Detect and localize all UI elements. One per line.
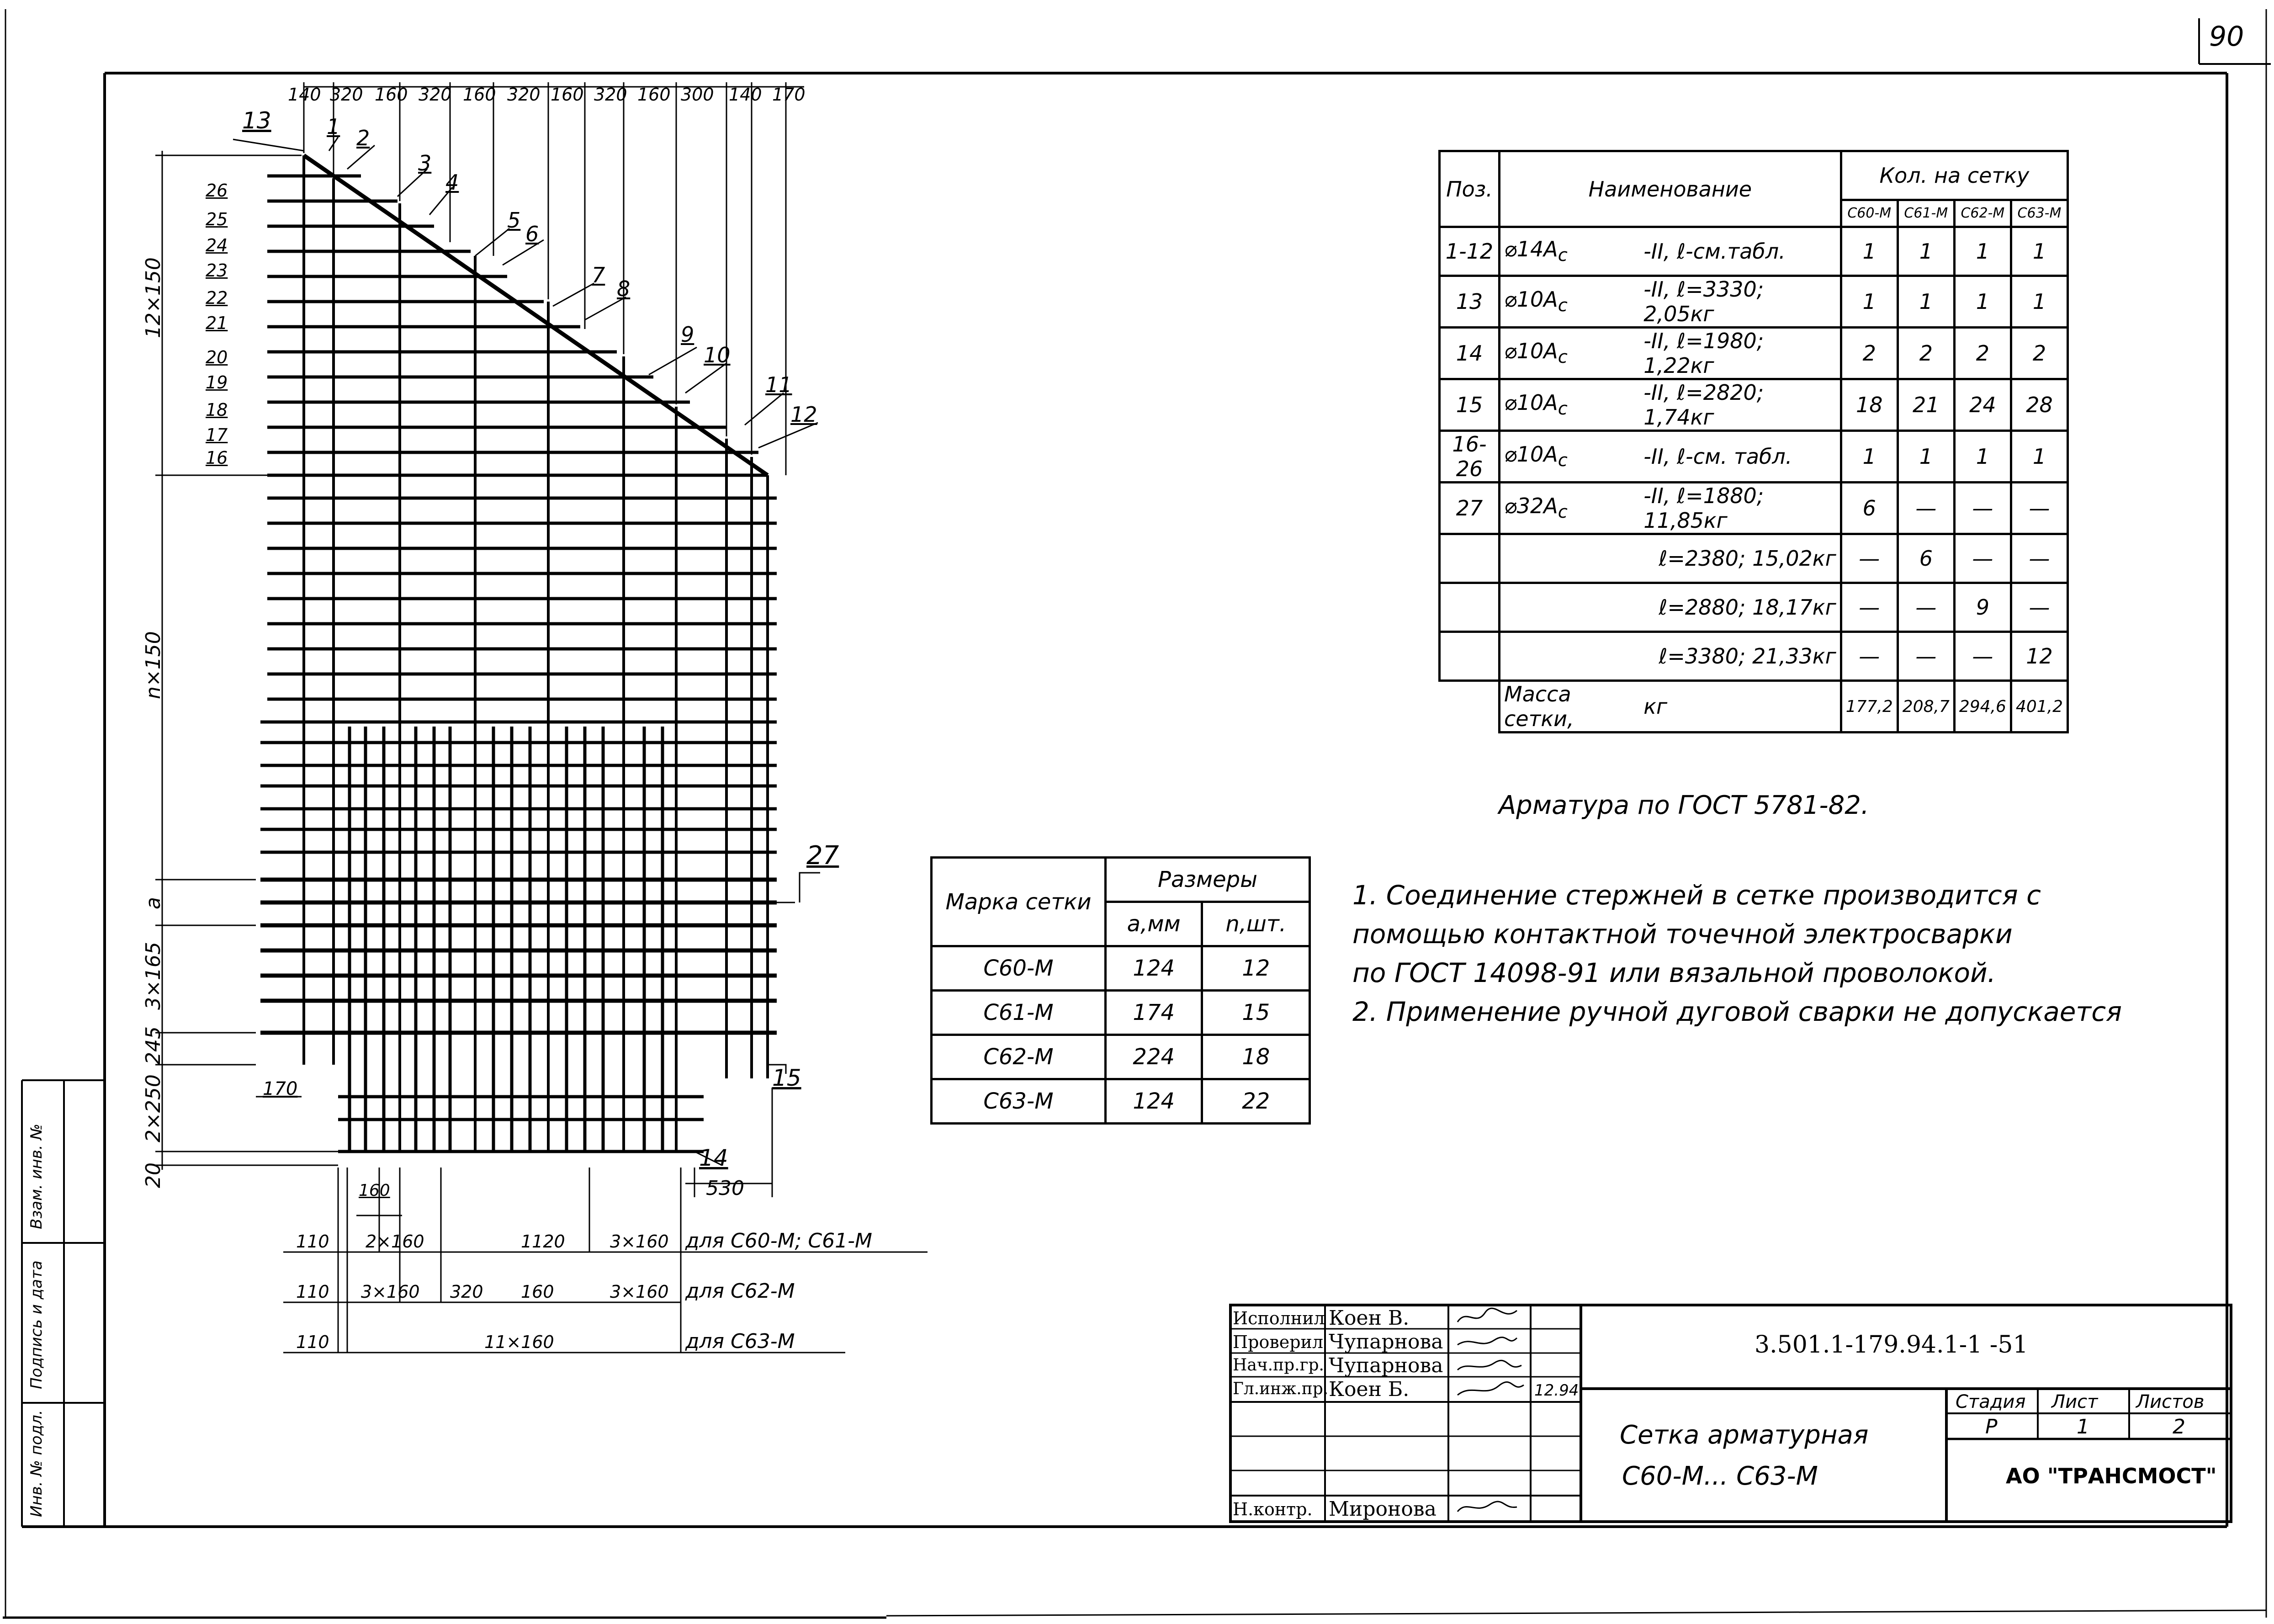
signer-date: 12.94 bbox=[1534, 1381, 1579, 1400]
spec-name bbox=[1500, 534, 1640, 583]
position-15: 15 bbox=[772, 1065, 801, 1091]
spec-name: ⌀32А bbox=[1504, 494, 1558, 519]
spec-pos: 13 bbox=[1440, 276, 1500, 328]
signer-role: Нач.пр.гр. bbox=[1233, 1356, 1324, 1375]
spec-header-pos: Поз. bbox=[1440, 151, 1500, 227]
marks-row bbox=[932, 1079, 1310, 1124]
spec-qty: — bbox=[1841, 534, 1898, 583]
spec-qty: 28 bbox=[2011, 379, 2067, 431]
spec-pos: 15 bbox=[1440, 379, 1500, 431]
position-label: 2 bbox=[356, 126, 370, 150]
title-line-1: Сетка арматурная bbox=[1620, 1420, 1869, 1450]
note-line: по ГОСТ 14098-91 или вязальной проволокой. bbox=[1352, 957, 1996, 988]
dim-bottom: 110 bbox=[296, 1332, 329, 1352]
marks-n: 15 bbox=[1202, 991, 1310, 1035]
marks-a: 124 bbox=[1106, 1079, 1202, 1124]
dim-bottom: 3×160 bbox=[610, 1231, 669, 1252]
spec-subscript: с bbox=[1558, 245, 1568, 266]
spec-row bbox=[1440, 431, 2068, 483]
gost-caption: Арматура по ГОСТ 5781-82. bbox=[1499, 791, 1869, 820]
spec-qty: 9 bbox=[1954, 583, 2011, 632]
dim-top: 320 bbox=[419, 85, 452, 105]
spec-name: ⌀10А bbox=[1504, 390, 1558, 415]
dim-top: 160 bbox=[637, 85, 671, 105]
spec-qty: — bbox=[2011, 483, 2067, 534]
spec-name: ⌀14А bbox=[1504, 237, 1558, 262]
position-label: 26 bbox=[206, 180, 228, 201]
spec-subheader: С62-М bbox=[1954, 200, 2011, 227]
spec-name-rest: -II, ℓ=2820; 1,74кг bbox=[1640, 379, 1841, 431]
spec-qty: — bbox=[1954, 483, 2011, 534]
spec-qty: — bbox=[1954, 534, 2011, 583]
spec-subscript: с bbox=[1558, 347, 1568, 368]
spec-mass: 208,7 bbox=[1898, 681, 1954, 732]
spec-qty: 1 bbox=[2011, 276, 2067, 328]
signer-name: Миронова bbox=[1329, 1497, 1436, 1521]
marks-a: 124 bbox=[1106, 946, 1202, 991]
position-label: 7 bbox=[592, 263, 605, 287]
sheets-label: Листов bbox=[2136, 1391, 2205, 1412]
stamp-label-sign: Подпись и дата bbox=[27, 1260, 46, 1389]
spec-row bbox=[1440, 632, 2068, 681]
spec-qty: 1 bbox=[1841, 227, 1898, 276]
spec-pos bbox=[1440, 534, 1500, 583]
specification-table bbox=[1438, 150, 2069, 733]
sheet-value: 1 bbox=[2077, 1415, 2089, 1438]
spec-pos: 14 bbox=[1440, 328, 1500, 379]
spec-qty: 18 bbox=[1841, 379, 1898, 431]
marks-row bbox=[932, 946, 1310, 991]
spec-qty: 1 bbox=[2011, 227, 2067, 276]
position-label: 18 bbox=[206, 400, 228, 420]
document-code: 3.501.1-179.94.1-1 -51 bbox=[1755, 1331, 2028, 1359]
spec-pos bbox=[1440, 632, 1500, 681]
position-14: 14 bbox=[699, 1145, 728, 1171]
position-label: 23 bbox=[206, 260, 228, 281]
position-label: 24 bbox=[206, 235, 228, 255]
dim-bottom: 160 bbox=[521, 1282, 554, 1302]
spec-qty: — bbox=[2011, 534, 2067, 583]
dim-left: 3×165 bbox=[142, 942, 165, 1010]
spec-mass: 401,2 bbox=[2011, 681, 2067, 732]
spec-qty: — bbox=[1954, 632, 2011, 681]
marks-n: 18 bbox=[1202, 1035, 1310, 1079]
marks-mark: С62-М bbox=[932, 1035, 1106, 1079]
spec-qty: 12 bbox=[2011, 632, 2067, 681]
spec-qty: 2 bbox=[1841, 328, 1898, 379]
marks-a: 174 bbox=[1106, 991, 1202, 1035]
position-label: 11 bbox=[765, 372, 792, 397]
spec-pos: 16-26 bbox=[1440, 431, 1500, 483]
position-label: 6 bbox=[525, 222, 539, 246]
spec-qty: 1 bbox=[1898, 227, 1954, 276]
dim-bottom: 320 bbox=[450, 1282, 483, 1302]
dim-left: 245 bbox=[142, 1026, 165, 1065]
spec-qty: 1 bbox=[1841, 276, 1898, 328]
position-label: 25 bbox=[206, 209, 228, 229]
spec-name: ⌀10А bbox=[1504, 442, 1558, 467]
spec-subheader: С61-М bbox=[1898, 200, 1954, 227]
dim-bottom: 11×160 bbox=[484, 1332, 554, 1352]
spec-name-rest: ℓ=2380; 15,02кг bbox=[1640, 534, 1841, 583]
bottom-row-label: для С63-М bbox=[685, 1330, 795, 1353]
spec-qty: 2 bbox=[2011, 328, 2067, 379]
position-label: 13 bbox=[242, 107, 271, 134]
spec-qty: 1 bbox=[1841, 431, 1898, 483]
spec-name: ⌀10А bbox=[1504, 287, 1558, 312]
position-label: 21 bbox=[206, 313, 228, 333]
sheet-number: 90 bbox=[2209, 21, 2244, 53]
dim-bottom: 3×160 bbox=[610, 1282, 669, 1302]
signer-role: Проверил bbox=[1233, 1332, 1324, 1352]
spec-name-rest: -II, ℓ-см. табл. bbox=[1640, 431, 1841, 483]
spec-qty: — bbox=[2011, 583, 2067, 632]
bottom-row-label: для С60-М; С61-М bbox=[685, 1229, 872, 1252]
position-label: 10 bbox=[704, 343, 731, 367]
spec-qty: 1 bbox=[1954, 276, 2011, 328]
spec-name-rest: -II, ℓ=3330; 2,05кг bbox=[1640, 276, 1841, 328]
signer-name: Чупарнова bbox=[1329, 1354, 1443, 1377]
signer-role: Исполнил bbox=[1233, 1308, 1325, 1328]
signer-name: Коен В. bbox=[1329, 1306, 1410, 1330]
dim-top: 320 bbox=[330, 85, 363, 105]
spec-mass-row bbox=[1440, 681, 2068, 732]
dim-left: n×150 bbox=[142, 631, 165, 699]
dim-top: 320 bbox=[594, 85, 627, 105]
dim-top: 160 bbox=[375, 85, 408, 105]
spec-row bbox=[1440, 227, 2068, 276]
spec-pos: 1-12 bbox=[1440, 227, 1500, 276]
dim-top: 160 bbox=[551, 85, 584, 105]
note-line: помощью контактной точечной электросварки bbox=[1352, 918, 2013, 950]
dim-top: 300 bbox=[681, 85, 714, 105]
position-label: 8 bbox=[617, 276, 631, 301]
marks-n: 12 bbox=[1202, 946, 1310, 991]
marks-header-mark: Марка сетки bbox=[932, 858, 1106, 946]
spec-row bbox=[1440, 276, 2068, 328]
spec-qty: 1 bbox=[2011, 431, 2067, 483]
spec-qty: 21 bbox=[1898, 379, 1954, 431]
spec-name bbox=[1500, 583, 1640, 632]
spec-mass-label: Масса сетки, bbox=[1500, 681, 1640, 732]
spec-row bbox=[1440, 328, 2068, 379]
spec-mass: 294,6 bbox=[1954, 681, 2011, 732]
spec-qty: 24 bbox=[1954, 379, 2011, 431]
position-label: 4 bbox=[445, 170, 459, 195]
spec-qty: 1 bbox=[1954, 431, 2011, 483]
marks-header-a: a,мм bbox=[1106, 902, 1202, 946]
position-label: 22 bbox=[206, 288, 228, 308]
position-label: 19 bbox=[206, 372, 228, 393]
sheets-value: 2 bbox=[2173, 1415, 2185, 1438]
signer-name: Чупарнова bbox=[1329, 1330, 1443, 1353]
position-label: 16 bbox=[206, 448, 228, 468]
marks-a: 224 bbox=[1106, 1035, 1202, 1079]
spec-qty: 6 bbox=[1841, 483, 1898, 534]
bottom-row-label: для С62-М bbox=[685, 1279, 795, 1303]
spec-subscript: с bbox=[1558, 398, 1568, 419]
spec-subscript: с bbox=[1558, 502, 1568, 523]
dim-left: a bbox=[142, 897, 165, 909]
spec-pos bbox=[1440, 583, 1500, 632]
marks-table bbox=[930, 856, 1311, 1125]
dim-top: 140 bbox=[288, 85, 321, 105]
stage-value: Р bbox=[1985, 1415, 1998, 1438]
position-label: 9 bbox=[681, 322, 694, 347]
spec-pos: 27 bbox=[1440, 483, 1500, 534]
spec-name bbox=[1500, 632, 1640, 681]
spec-row bbox=[1440, 534, 2068, 583]
marks-mark: С61-М bbox=[932, 991, 1106, 1035]
position-label: 5 bbox=[507, 208, 521, 233]
marks-header-size: Размеры bbox=[1106, 858, 1310, 902]
organization: АО "ТРАНСМОСТ" bbox=[2006, 1464, 2217, 1488]
dim-top: 170 bbox=[772, 85, 806, 105]
dim-bottom: 110 bbox=[296, 1231, 329, 1252]
dim-top: 320 bbox=[507, 85, 541, 105]
spec-name-rest: -II, ℓ=1980; 1,22кг bbox=[1640, 328, 1841, 379]
marks-row bbox=[932, 1035, 1310, 1079]
spec-qty: — bbox=[1898, 483, 1954, 534]
spec-header-qty: Кол. на сетку bbox=[1841, 151, 2067, 200]
spec-header-name: Наименование bbox=[1500, 151, 1841, 227]
dim-left: 20 bbox=[142, 1162, 165, 1188]
dim-left: 12×150 bbox=[142, 257, 165, 338]
dim-top: 140 bbox=[729, 85, 762, 105]
spec-mass: 177,2 bbox=[1841, 681, 1898, 732]
title-line-2: С60-М... С63-М bbox=[1622, 1461, 1818, 1491]
spec-qty: 1 bbox=[1898, 431, 1954, 483]
stamp-label-replace: Взам. инв. № bbox=[27, 1124, 46, 1229]
position-label: 17 bbox=[206, 425, 228, 445]
spec-qty: 1 bbox=[1898, 276, 1954, 328]
spec-row bbox=[1440, 483, 2068, 534]
spec-name: ⌀10А bbox=[1504, 339, 1558, 364]
stage-label: Стадия bbox=[1956, 1391, 2026, 1412]
spec-name-rest: -II, ℓ-см.табл. bbox=[1640, 227, 1841, 276]
spec-subscript: с bbox=[1558, 295, 1568, 316]
spec-subheader: С63-М bbox=[2011, 200, 2067, 227]
spec-qty: — bbox=[1841, 632, 1898, 681]
marks-mark: С60-М bbox=[932, 946, 1106, 991]
spec-qty: 1 bbox=[1954, 227, 2011, 276]
spec-qty: 6 bbox=[1898, 534, 1954, 583]
spec-qty: — bbox=[1898, 632, 1954, 681]
spec-qty: 2 bbox=[1898, 328, 1954, 379]
signer-role: Гл.инж.пр. bbox=[1233, 1380, 1329, 1398]
stamp-label-inv: Инв. № подл. bbox=[27, 1410, 46, 1517]
spec-name-rest: ℓ=3380; 21,33кг bbox=[1640, 632, 1841, 681]
dim-bottom: 2×160 bbox=[366, 1231, 424, 1252]
dim-530: 530 bbox=[706, 1177, 744, 1200]
spec-name-rest: -II, ℓ=1880; 11,85кг bbox=[1640, 483, 1841, 534]
dim-bottom: 3×160 bbox=[361, 1282, 420, 1302]
position-label: 3 bbox=[418, 151, 432, 175]
spec-subheader: С60-М bbox=[1841, 200, 1898, 227]
sheet-label: Лист bbox=[2051, 1391, 2098, 1412]
spec-subscript: с bbox=[1558, 450, 1568, 471]
marks-n: 22 bbox=[1202, 1079, 1310, 1124]
dim-left: 2×250 bbox=[142, 1074, 165, 1142]
position-label: 12 bbox=[790, 402, 817, 427]
note-line: 2. Применение ручной дуговой сварки не допускается bbox=[1352, 996, 2122, 1027]
position-label: 20 bbox=[206, 347, 228, 367]
dim-bottom: 1120 bbox=[521, 1231, 565, 1252]
spec-qty: — bbox=[1898, 583, 1954, 632]
spec-qty: — bbox=[1841, 583, 1898, 632]
note-line: 1. Соединение стержней в сетке производится с bbox=[1352, 880, 2041, 911]
marks-header-n: n,шт. bbox=[1202, 902, 1310, 946]
dim-170: 170 bbox=[263, 1078, 298, 1099]
dim-bottom: 110 bbox=[296, 1282, 329, 1302]
position-label: 1 bbox=[327, 114, 340, 139]
dim-160: 160 bbox=[359, 1181, 390, 1200]
title-block bbox=[1229, 1304, 2232, 1523]
spec-mass-unit: кг bbox=[1640, 681, 1841, 732]
spec-name-rest: ℓ=2880; 18,17кг bbox=[1640, 583, 1841, 632]
position-27: 27 bbox=[806, 841, 839, 870]
marks-mark: С63-М bbox=[932, 1079, 1106, 1124]
spec-row bbox=[1440, 379, 2068, 431]
marks-row bbox=[932, 991, 1310, 1035]
signer-role: Н.контр. bbox=[1233, 1499, 1313, 1519]
dim-top: 160 bbox=[463, 85, 496, 105]
signer-name: Коен Б. bbox=[1329, 1378, 1410, 1401]
spec-qty: 2 bbox=[1954, 328, 2011, 379]
signatures bbox=[1448, 1304, 1531, 1523]
spec-row bbox=[1440, 583, 2068, 632]
